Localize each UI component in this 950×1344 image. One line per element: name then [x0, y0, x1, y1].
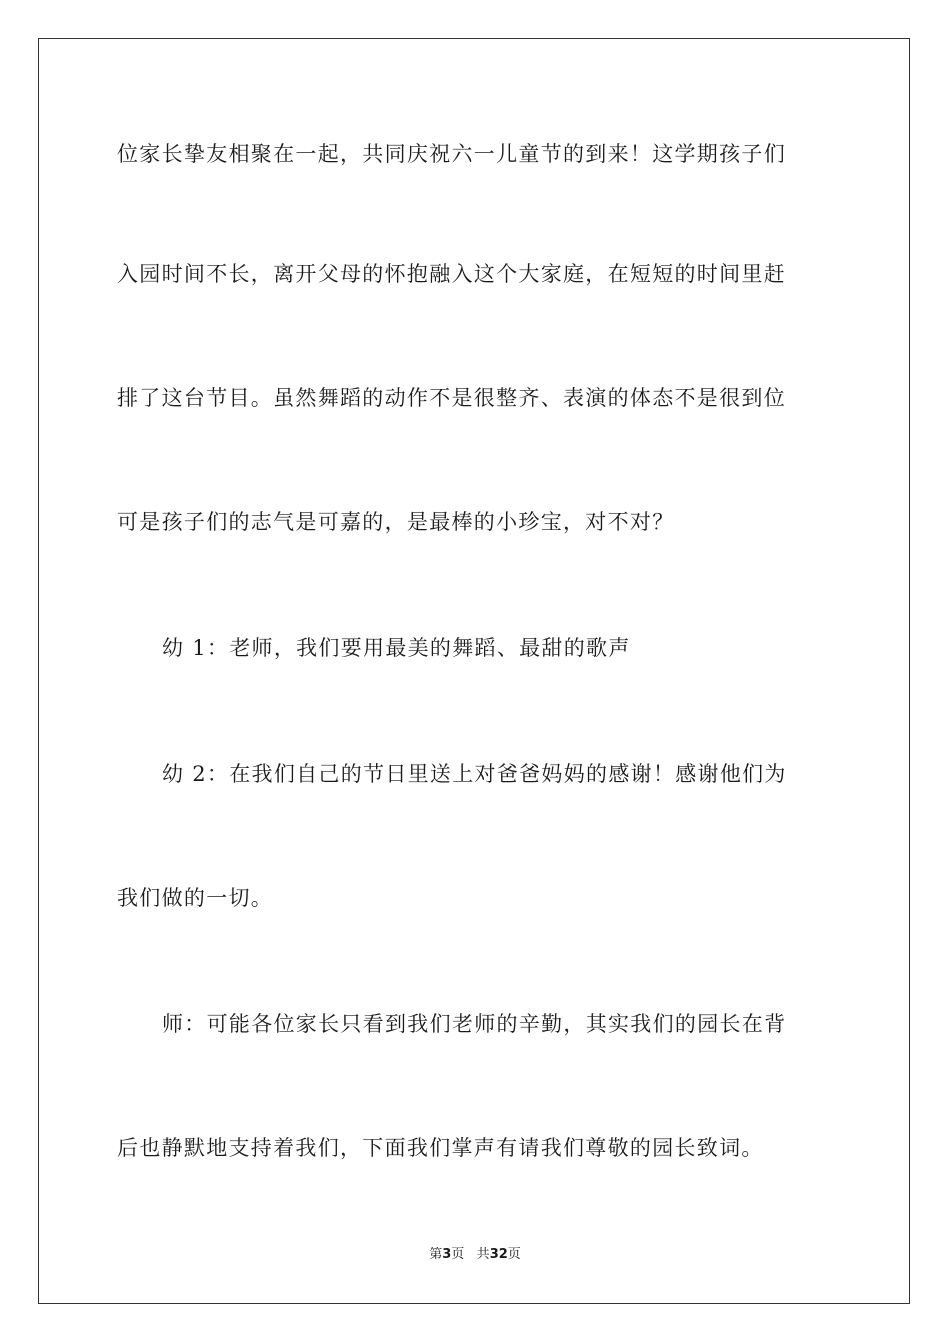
page-suffix: 页 [451, 1247, 465, 1262]
total-suffix: 页 [507, 1247, 521, 1262]
total-pages: 32 [489, 1247, 508, 1262]
page-footer [0, 1246, 950, 1264]
text-line-2: 入园时间不长，离开父母的怀抱融入这个大家庭，在短短的时间里赶 [117, 262, 786, 286]
text-line-9: 后也静默地支持着我们，下面我们掌声有请我们尊敬的园长致词。 [117, 1136, 764, 1160]
total-prefix: 共 [476, 1247, 490, 1262]
text-line-5: 幼 1：老师，我们要用最美的舞蹈、最甜的歌声 [162, 636, 631, 660]
text-line-7: 我们做的一切。 [117, 886, 274, 910]
text-line-4: 可是孩子们的志气是可嘉的，是最棒的小珍宝，对不对？ [117, 510, 675, 534]
page-prefix: 第 [429, 1247, 443, 1262]
page-border [38, 38, 910, 1304]
page-number: 3 [442, 1247, 452, 1262]
text-line-3: 排了这台节目。虽然舞蹈的动作不是很整齐、表演的体态不是很到位 [117, 386, 786, 410]
text-line-8: 师：可能各位家长只看到我们老师的辛勤，其实我们的园长在背 [162, 1012, 787, 1036]
text-line-1: 位家长挚友相聚在一起，共同庆祝六一儿童节的到来！这学期孩子们 [117, 142, 786, 166]
text-line-6: 幼 2：在我们自己的节日里送上对爸爸妈妈的感谢！感谢他们为 [162, 762, 787, 786]
